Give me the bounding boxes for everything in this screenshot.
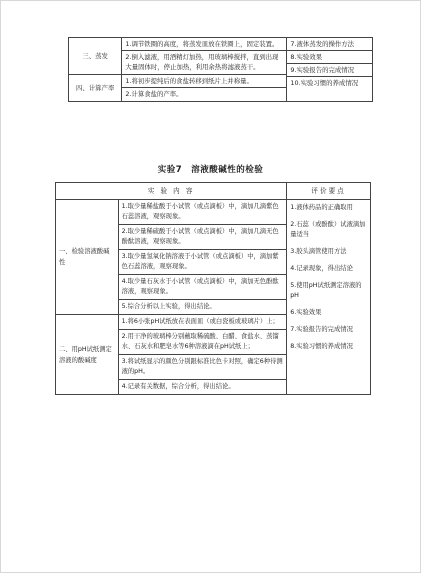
task-item: 4.记录有关数据，综合分析，得出结论。: [121, 383, 235, 390]
eval-text: 10.实验习惯的养成情况: [287, 76, 372, 89]
eval-text: 9.实验报告的完成情况: [287, 63, 372, 76]
criterion: 3.胶头滴管使用方法: [290, 248, 347, 255]
criterion: 4.记录现象，得出结论: [290, 265, 353, 272]
criterion: 6.实验效果: [290, 309, 322, 316]
step-text: 1.将初步提纯后的食盐转移到纸片上并称量。: [125, 77, 253, 85]
criterion: 5.使用pH试纸测定溶液的pH: [290, 282, 362, 299]
group-label: 一、检验溶液酸碱性: [56, 200, 119, 315]
task-item: 5.综合分析以上实验，得出结论。: [121, 303, 216, 310]
group-label: 二、用pH试纸测定溶液的酸碱度: [56, 315, 119, 395]
section-evaporation: 三、蒸发: [69, 38, 122, 75]
task-item: 1.将6小张pH试纸放在表面皿（或白瓷板或玻璃片）上；: [119, 315, 287, 330]
header-eval: 评价要点: [287, 183, 371, 200]
criteria-list: [287, 200, 371, 395]
group-tasks: [118, 315, 287, 395]
criterion: 1.液体药品的正确取用: [290, 204, 353, 211]
task-item: 2.用干净的玻璃棒分别蘸取稀硫酸、白醋、食盐水、蒸馏水、石灰水和肥皂水等6种溶液滴在pH试纸上；: [119, 330, 287, 355]
eval-text: 7.液体蒸发的操作方法: [290, 40, 355, 48]
upper-table: [68, 37, 373, 102]
step-text: 1.调节铁圈的高度，将蒸发皿放在铁圈上，固定装置。: [125, 40, 279, 48]
evaporation-steps: [122, 38, 287, 75]
criterion: 2.石蕊（或酚酞）试液滴加量适当: [290, 221, 366, 238]
criterion: 8.实验习惯的养成情况: [290, 343, 353, 350]
task-item: 2.取少量稀硫酸于小试管（或点滴板）中，滴加几滴无色酚酞溶液，观察现象。: [119, 225, 287, 250]
experiment-title: 实验7 溶液酸碱性的检验: [157, 165, 264, 175]
task-item: 1.取少量稀盐酸于小试管（或点滴板）中，滴加几滴紫色石蕊溶液，观察现象。: [119, 200, 287, 225]
evaluation-points: [287, 38, 373, 102]
section-yield: 四、计算产率: [69, 75, 122, 102]
step-text: 2.计算食盐的产率。: [122, 87, 286, 100]
header-content: 实 验 内 容: [56, 183, 287, 200]
task-item: 4.取少量石灰水于小试管（或点滴板）中，滴加无色酚酞溶液，观察现象。: [119, 275, 287, 300]
yield-steps: [122, 75, 287, 102]
step-text: 2.倒入滤液，用酒精灯加热，用玻璃棒搅拌，直到出现大量固体时，停止加热，利用余热将滤液蒸干。: [122, 50, 286, 73]
eval-text: 8.实验效果: [287, 50, 372, 63]
task-item: 3.将试纸显示的颜色分别跟标准比色卡对照，确定6种待测液的pH。: [119, 355, 287, 380]
criterion: 7.实验报告的完成情况: [290, 326, 353, 333]
lower-table: [55, 182, 371, 395]
group-tasks: [118, 200, 287, 315]
task-item: 3.取少量氢氧化钠溶液于小试管（或点滴板）中，滴加紫色石蕊溶液，观察现象。: [119, 250, 287, 275]
